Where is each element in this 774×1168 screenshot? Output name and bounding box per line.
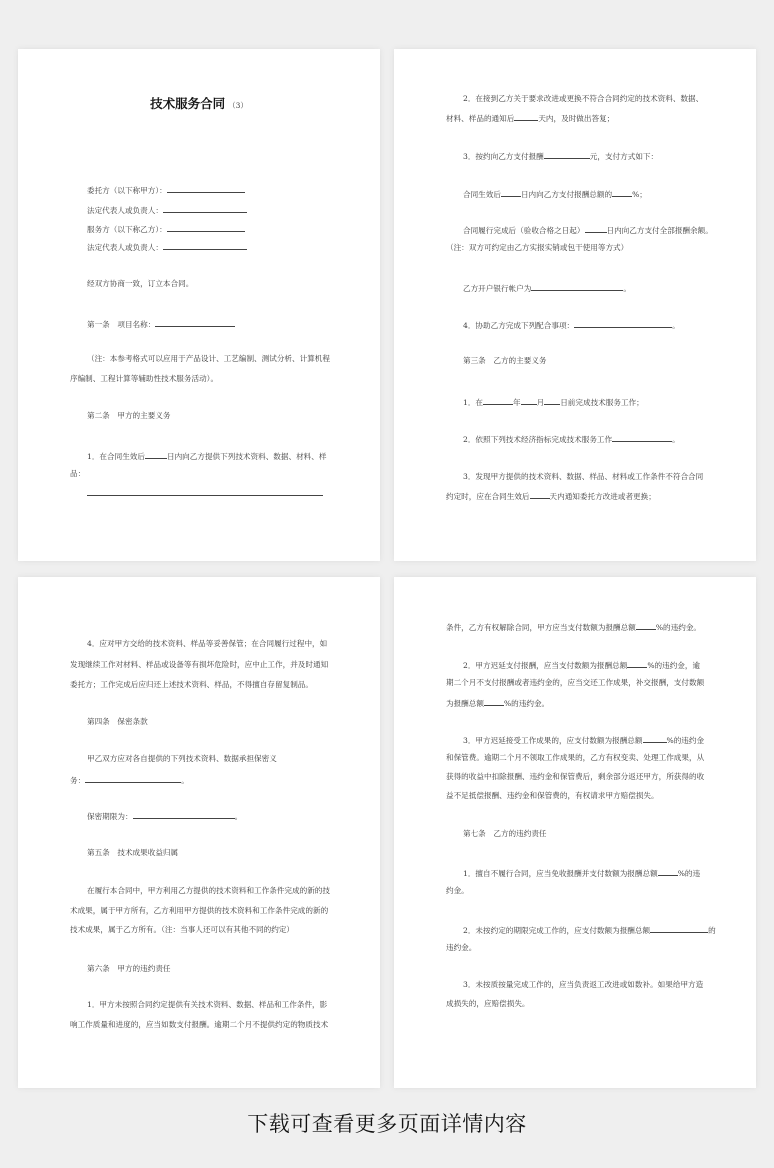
article-4-heading: 第四条 保密条款 [87, 717, 148, 726]
p4-line-2 [463, 659, 700, 671]
download-more-caption: 下载可查看更多页面详情内容 [247, 1112, 527, 1136]
text-segment: 约定时，应在合同生效后 [446, 492, 530, 501]
item-1-line-a [87, 450, 326, 462]
p2-line-11a: 3．发现甲方提供的技术资料、数据、样品、材料或工作条件不符合合同 [463, 472, 704, 481]
document-page-4 [394, 577, 756, 1088]
text-segment: 合同履行完成后（验收合格之日起） [463, 226, 585, 235]
blank-field [650, 924, 708, 933]
p2-line-7 [463, 319, 680, 331]
blank-field [643, 734, 667, 743]
agreement-text: 经双方协商一致，订立本合同。 [87, 279, 194, 288]
answer-line [87, 495, 323, 496]
blank-field [514, 112, 538, 121]
service-rep-line [87, 241, 247, 253]
text-segment: 的 [708, 926, 716, 935]
article-1-line [87, 318, 235, 330]
service-label: 服务方（以下称乙方）： [87, 225, 167, 234]
p2-line-4 [463, 224, 713, 236]
text-segment: 年 [513, 398, 521, 407]
p2-line-3 [463, 188, 647, 200]
text-segment: %的违约金。 [655, 623, 702, 632]
p4-line-1 [446, 621, 701, 633]
client-rep-line [87, 204, 247, 216]
text-segment: 。 [672, 321, 680, 330]
text-segment: %的违 [677, 869, 701, 878]
p4-line-3: 期二个月不支付报酬或者违约金的，应当交还工作成果，补交报酬，支付数额 [446, 678, 705, 687]
p2-line-11b [446, 490, 656, 502]
p4-line-11: 约金。 [446, 886, 469, 895]
blank-field [658, 867, 678, 876]
blank-field [530, 490, 550, 499]
p3-line-1: 4．应对甲方交给的技术资料、样品等妥善保管；在合同履行过程中，如 [87, 639, 328, 648]
p4-line-6: 和保管费。逾期二个月不领取工作成果的，乙方有权变卖、处理工作成果，从 [446, 753, 705, 762]
article-1-label: 第一条 项目名称： [87, 320, 156, 329]
text-segment: 条件，乙方有权解除合同，甲方应当支付数额为报酬总额 [446, 623, 636, 632]
contract-title-suffix: （3） [228, 101, 248, 110]
p2-line-2 [463, 150, 658, 162]
article-7-heading: 第七条 乙方的违约责任 [463, 829, 547, 838]
blank-field [145, 450, 167, 459]
blank-field [574, 319, 672, 328]
article-6-heading: 第六条 甲方的违约责任 [87, 964, 171, 973]
document-page-3 [18, 577, 380, 1088]
p3-line-13: 1．甲方未按照合同约定提供有关技术资料、数据、样品和工作条件，影 [87, 1000, 328, 1009]
text-segment: 元，支付方式如下： [589, 152, 659, 161]
text-segment: 日内向乙方支付报酬总额的 [520, 190, 613, 199]
p4-line-7: 获得的收益中扣除报酬、违约金和保管费后，剩余部分返还甲方，所获得的收 [446, 772, 705, 781]
text-segment: 日前完成技术服务工作； [560, 398, 644, 407]
text-segment: 。 [623, 284, 631, 293]
text-segment: 合同生效后 [463, 190, 501, 199]
p3-line-2: 发现继续工作对材料、样品或设备等有损坏危险时，应中止工作，并及时通知 [70, 660, 329, 669]
service-rep-label: 法定代表人或负责人： [87, 243, 163, 252]
text-segment: 天内，及时做出答复； [538, 114, 615, 123]
blank-field [483, 396, 513, 405]
p3-line-10: 术成果，属于甲方所有，乙方利用甲方提供的技术资料和工作条件完成的新的 [70, 906, 329, 915]
note-line-a: （注：本参考格式可以应用于产品设计、工艺编制、测试分析、计算机程 [87, 354, 330, 363]
document-page-1 [18, 49, 380, 561]
client-label: 委托方（以下称甲方）： [87, 186, 167, 195]
p4-line-12 [463, 924, 716, 936]
text-segment: 。 [181, 776, 189, 785]
blank-field [585, 224, 607, 233]
blank-field [627, 659, 647, 668]
p2-line-5: （注：双方可约定由乙方实报实销或包干使用等方式） [446, 243, 629, 252]
text-segment: 3．甲方迟延接受工作成果的，应支付数额为报酬总额 [463, 736, 643, 745]
text-segment: %的违约金 [666, 736, 705, 745]
text-segment: 日内向乙方支付全部报酬余额。 [606, 226, 713, 235]
text-segment: %的违约金。 [503, 699, 550, 708]
blank-field [167, 184, 245, 193]
p2-line-1a: 2．在接到乙方关于要求改进或更换不符合合同约定的技术资料、数据、 [463, 94, 704, 103]
contract-title-text: 技术服务合同 [150, 96, 226, 111]
text-segment: 1．擅自不履行合同，应当免收报酬并支付数额为报酬总额 [463, 869, 658, 878]
blank-field [521, 396, 537, 405]
p3-line-5: 甲乙双方应对各自提供的下列技术资料、数据承担保密义 [87, 754, 277, 763]
service-line [87, 223, 245, 235]
p2-line-9 [463, 396, 644, 408]
blank-field [163, 204, 247, 213]
blank-field [531, 282, 623, 291]
blank-field [167, 223, 245, 232]
p3-line-7 [87, 810, 242, 822]
blank-field [636, 621, 656, 630]
client-line [87, 184, 245, 196]
p3-line-14: 响工作质量和进度的，应当如数支付报酬。逾期二个月不提供约定的物质技术 [70, 1020, 329, 1029]
text-segment: 乙方开户银行帐户为 [463, 284, 532, 293]
article-3-heading: 第三条 乙方的主要义务 [463, 356, 547, 365]
p2-line-6 [463, 282, 631, 294]
blank-field [484, 697, 504, 706]
text-segment: 天内通知委托方改进或者更换； [549, 492, 656, 501]
blank-field [163, 241, 247, 250]
p4-line-10 [463, 867, 700, 879]
article-5-heading: 第五条 技术成果收益归属 [87, 848, 179, 857]
p4-line-4 [446, 697, 549, 709]
blank-field [155, 318, 235, 327]
client-rep-label: 法定代表人或负责人： [87, 206, 163, 215]
text-segment: 月 [536, 398, 545, 407]
p3-line-11: 技术成果，属于乙方所有。（注：当事人还可以有其他不同的约定） [70, 925, 295, 934]
p3-line-3: 委托方；工作完成后应归还上述技术资料、样品，不得擅自存留复制品。 [70, 680, 313, 689]
blank-field [85, 774, 181, 783]
p4-line-13: 违约金。 [446, 943, 477, 952]
contract-title [18, 93, 380, 112]
blank-field [501, 188, 521, 197]
p3-line-9: 在履行本合同中，甲方利用乙方提供的技术资料和工作条件完成的新的技 [87, 886, 330, 895]
document-page-2 [394, 49, 756, 561]
p2-line-1b [446, 112, 614, 124]
text-segment: 3．按约向乙方支付报酬 [463, 152, 544, 161]
p4-line-14: 3．未按质按量完成工作的，应当负责返工改进或如数补。如果给甲方造 [463, 980, 704, 989]
p3-line-6 [70, 774, 189, 786]
p4-line-8: 益不足抵偿报酬、违约金和保管费的，有权请求甲方赔偿损失。 [446, 791, 659, 800]
article-2-heading: 第二条 甲方的主要义务 [87, 411, 171, 420]
blank-field [133, 810, 235, 819]
text-segment: 2．甲方迟延支付报酬，应当支付数额为报酬总额 [463, 661, 628, 670]
text-segment: %； [632, 190, 647, 199]
blank-field [612, 433, 672, 442]
item-1-text-b: 日内向乙方提供下列技术资料、数据、材料、样 [167, 452, 327, 461]
blank-field [544, 150, 590, 159]
text-segment: %的违约金，逾 [647, 661, 701, 670]
text-segment: 1．在 [463, 398, 484, 407]
p4-line-15: 成损失的，应赔偿损失。 [446, 999, 530, 1008]
text-segment: 。 [672, 435, 680, 444]
text-segment: 为报酬总额 [446, 699, 484, 708]
item-1-line-c: 品： [70, 469, 86, 478]
text-segment: 材料、样品的通知后 [446, 114, 515, 123]
p2-line-10 [463, 433, 680, 445]
blank-field [612, 188, 632, 197]
text-segment: 务： [70, 776, 86, 785]
text-segment: 保密期限为： [87, 812, 133, 821]
note-line-b: 序编制、工程计算等辅助性技术服务活动）。 [70, 374, 219, 383]
text-segment: 4．协助乙方完成下列配合事项： [463, 321, 575, 330]
text-segment: 。 [234, 812, 243, 821]
p4-line-5 [463, 734, 704, 746]
blank-field [544, 396, 560, 405]
text-segment: 2．依照下列技术经济指标完成技术服务工作 [463, 435, 613, 444]
text-segment: 2．未按约定的期限完成工作的，应支付数额为报酬总额 [463, 926, 651, 935]
item-1-text-a: 1．在合同生效后 [87, 452, 145, 461]
